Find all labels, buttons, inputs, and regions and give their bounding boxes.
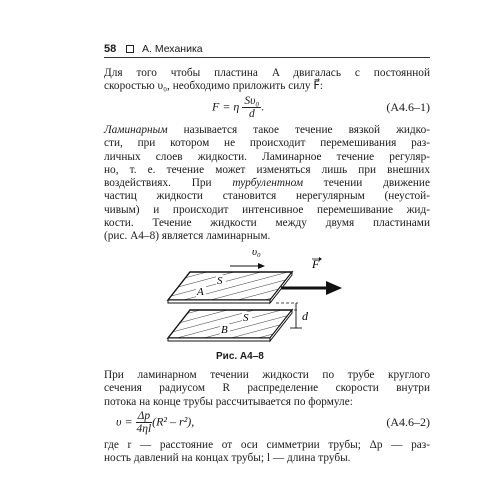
fraction-denominator: 4ηl <box>136 423 152 435</box>
text-line: но, т. е. течение может изменяться лишь при внешних <box>104 163 430 176</box>
formula-fraction <box>136 410 153 435</box>
header-square-icon <box>126 45 134 53</box>
header-rule <box>104 57 430 58</box>
velocity-label: υ₀ <box>252 246 261 258</box>
text-line: При ламинарном течении жидкости по трубе круглого <box>104 369 430 381</box>
paragraph-pipe-flow <box>104 369 430 409</box>
fraction-numerator: Sυ₀ <box>244 95 260 107</box>
term-turbulent: турбулентном <box>232 177 304 190</box>
running-header <box>104 40 430 58</box>
velocity-arrowhead <box>258 263 265 269</box>
text-line: Ламинарным называется такое течение вязкой жидко- <box>104 124 430 136</box>
text-line: (рис. А4–8) является ламинарным. <box>104 230 271 243</box>
text-line: где r — расстояние от оси симметрии трубы; Δp — раз- <box>104 439 430 451</box>
text-line: потока на конце трубы рассчитывается по формуле: <box>104 395 353 408</box>
formula-fraction <box>242 95 261 120</box>
figure-parallel-plates <box>150 246 350 350</box>
plate-a-area-label: S <box>217 275 223 287</box>
text-line: скоростью υ₀, необходимо приложить силу F⃗: <box>104 80 323 93</box>
text-line: кости. Течение жидкости между двумя пластинами <box>104 217 430 230</box>
plate-a-name-label: A <box>197 286 204 298</box>
formula-number: (А4.6–2) <box>386 415 430 429</box>
gap-label: d <box>302 309 308 323</box>
plate-b-area-label: S <box>243 312 249 324</box>
paragraph-definitions <box>104 439 430 466</box>
fraction-denominator: d <box>249 108 255 120</box>
formula-a4-6-2 <box>104 408 430 436</box>
plate-a-edge <box>168 300 270 303</box>
fraction-numerator: Δp <box>137 410 151 422</box>
formula-number: (А4.6–1) <box>386 100 430 114</box>
paragraph-intro <box>104 67 430 94</box>
formula-rhs: (R² – r²), <box>152 414 195 429</box>
text-line: сти, при котором не происходит перемешивания раз- <box>104 137 430 150</box>
figure-caption: Рис. А4–8 <box>216 351 264 362</box>
formula-lhs: F = η <box>212 99 240 114</box>
text-line: частиц жидкости становится нерегулярным (неустой- <box>104 190 430 203</box>
term-laminar: Ламинарным <box>104 124 168 136</box>
text-line: ность давлений на концах трубы; l — длина трубы. <box>104 452 351 465</box>
formula-a4-6-1 <box>104 93 430 121</box>
text-line: сечения радиусом R распределение скорости внутри <box>104 382 430 395</box>
force-arrowhead <box>326 281 342 295</box>
text-line: личных слоев жидкости. Ламинарное течение регуляр- <box>104 150 430 163</box>
formula-lhs: υ = <box>116 414 133 429</box>
page-number: 58 <box>104 43 117 55</box>
formula-tail: . <box>261 99 265 114</box>
force-label: F <box>312 257 320 271</box>
paragraph-laminar <box>104 124 430 244</box>
text-line: Для того чтобы пластина A двигалась с постоянной <box>104 67 430 79</box>
text-line: воздействиях. При турбулентном течении движение <box>104 177 430 190</box>
plate-b-edge <box>168 338 270 341</box>
text-line: чивым) и происходит интенсивное перемешивание жид- <box>104 203 430 216</box>
plate-b-name-label: B <box>221 324 228 336</box>
section-title: А. Механика <box>142 43 203 55</box>
